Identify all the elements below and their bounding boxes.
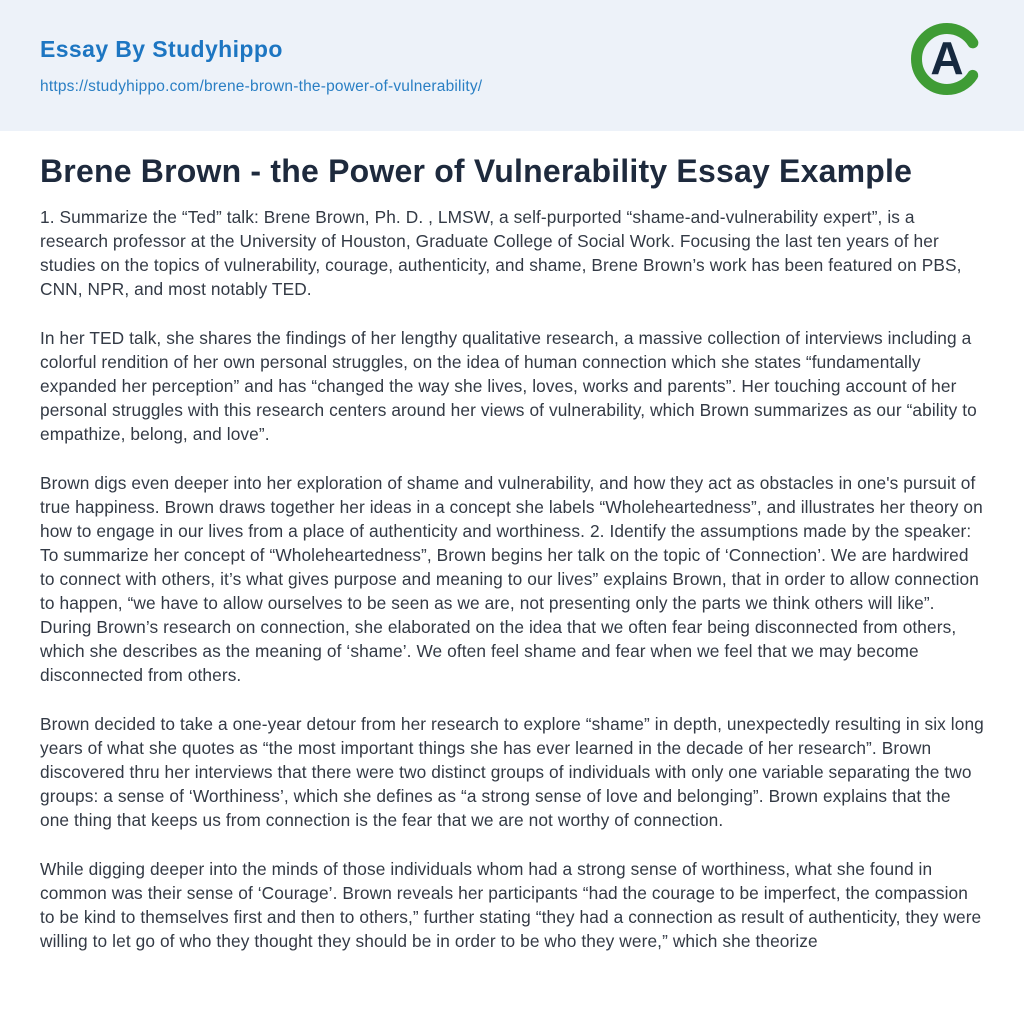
- logo-letter: A: [930, 32, 964, 84]
- header-text-block: [40, 36, 482, 96]
- essay-paragraph-4: Brown decided to take a one-year detour from her research to explore “shame” in depth, unexpectedly resulting in six long years of what she quotes as “the most important things she has ever learned in the decade of her research”. Brown discovered thru her interviews that there were two distinct groups of individuals with only one variable separating the two groups: a sense of ‘Worthiness’, which she defines as “a strong sense of love and belonging”. Brown explains that the one thing that keeps us from connection is the fear that we are not worthy of connection.: [40, 714, 984, 831]
- source-url-link[interactable]: https://studyhippo.com/brene-brown-the-power-of-vulnerability/: [40, 78, 483, 95]
- essay-paragraph-1: 1. Summarize the “Ted” talk: Brene Brown, Ph. D. , LMSW, a self-purported “shame-and-vulnerability expert”, is a research professor at the University of Houston, Graduate College of Social Work. Focusing the last ten years of her studies on the topics of vulnerability, courage, authenticity, and shame, Brene Brown’s work has been featured on PBS, CNN, NPR, and most notably TED.: [40, 207, 962, 300]
- article-content: [0, 131, 1024, 993]
- site-header: [0, 0, 1024, 131]
- essay-paragraph-2: In her TED talk, she shares the findings of her lengthy qualitative research, a massive collection of interviews including a colorful rendition of her own personal struggles, on the idea of human connection which she states “fundamentally expanded her perception” and has “changed the way she lives, loves, works and parents”. Her touching account of her personal struggles with this research centers around her views of vulnerability, which Brown summarizes as our “ability to empathize, belong, and love”.: [40, 328, 977, 445]
- site-title: Essay By Studyhippo: [40, 36, 283, 62]
- studyhippo-logo: [910, 22, 984, 96]
- essay-paragraph-3: Brown digs even deeper into her exploration of shame and vulnerability, and how they act as obstacles in one's pursuit of true happiness. Brown draws together her ideas in a concept she labels “Wholeheartedness”, and illustrates her theory on how to engage in our lives from a place of authenticity and worthiness. 2. Identify the assumptions made by the speaker: To summarize her concept of “Wholeheartedness”, Brown begins her talk on the topic of ‘Connection’. We are hardwired to connect with others, it’s what gives purpose and meaning to our lives” explains Brown, that in order to allow connection to happen, “we have to allow ourselves to be seen as we are, not presenting only the parts we think others will like”. During Brown’s research on connection, she elaborated on the idea that we often fear being disconnected from others, which she describes as the meaning of ‘shame’. We often feel shame and fear when we feel that we may become disconnected from others.: [40, 473, 983, 686]
- essay-paragraph-5: While digging deeper into the minds of those individuals whom had a strong sense of worthiness, what she found in common was their sense of ‘Courage’. Brown reveals her participants “had the courage to be imperfect, the compassion to be kind to themselves first and then to others,” further stating “they had a connection as result of authenticity, they were willing to let go of who they thought they should be in order to be who they were,” which she theorize: [40, 859, 982, 952]
- page-title: Brene Brown - the Power of Vulnerability Essay Example: [40, 153, 913, 189]
